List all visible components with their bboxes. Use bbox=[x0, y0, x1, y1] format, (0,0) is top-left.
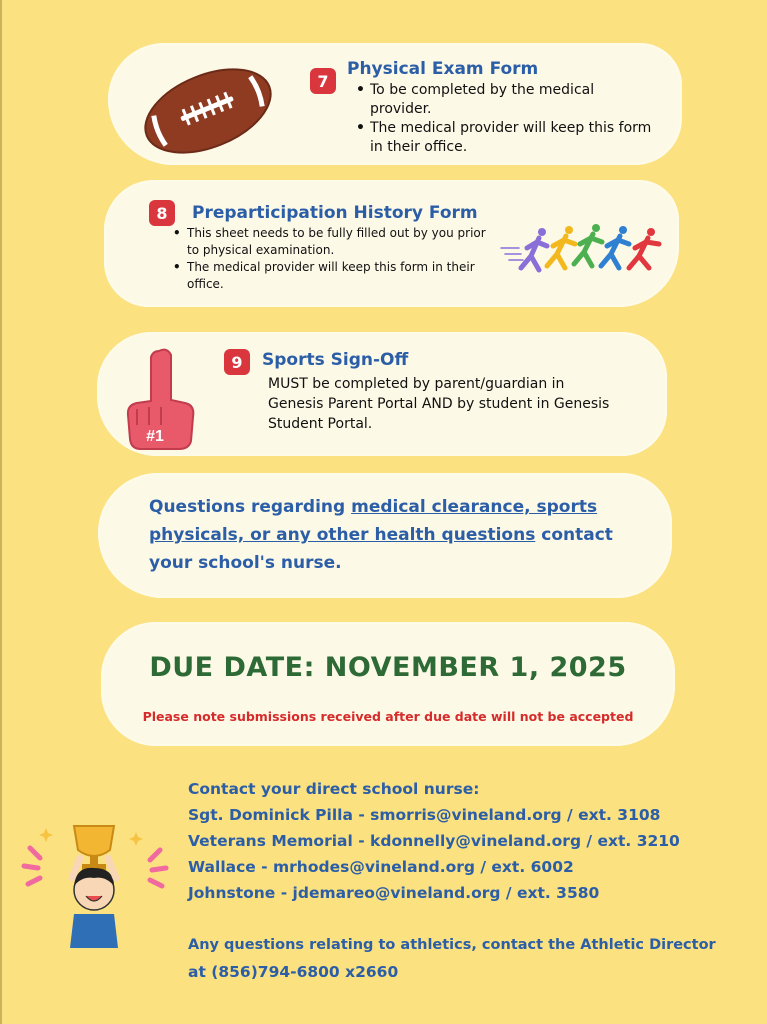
step-8-card bbox=[104, 180, 679, 307]
contact-line-4: Johnstone - jdemareo@vineland.org / ext. 3580 bbox=[188, 884, 600, 902]
runners-icon bbox=[499, 220, 674, 285]
athletics-line-2: at (856)794-6800 x2660 bbox=[188, 963, 399, 981]
due-date-title: DUE DATE: NOVEMBER 1, 2025 bbox=[149, 652, 627, 683]
step-9-body: MUST be completed by parent/guardian in Genesis Parent Portal AND by student in Genesis Student Portal. bbox=[268, 376, 610, 432]
contact-line-2: Veterans Memorial - kdonnelly@vineland.org / ext. 3210 bbox=[188, 832, 680, 850]
step-9-number: 9 bbox=[224, 349, 250, 375]
list-item: • This sheet needs to be fully filled out by you prior to physical examination. bbox=[173, 225, 498, 259]
list-item: • The medical provider will keep this form in their office. bbox=[173, 259, 498, 293]
health-questions-link[interactable]: medical clearance, sports physicals, or any other health questions bbox=[149, 497, 598, 545]
foam-finger-icon bbox=[125, 345, 200, 452]
list-item: • The medical provider will keep this form in their office. bbox=[356, 119, 656, 157]
contact-line-1: Sgt. Dominick Pilla - smorris@vineland.org / ext. 3108 bbox=[188, 806, 661, 824]
football-icon bbox=[138, 61, 278, 161]
left-edge-line bbox=[0, 0, 2, 1024]
foam-finger-label: #1 bbox=[146, 428, 164, 445]
step-8-title: Preparticipation History Form bbox=[192, 203, 478, 223]
questions-text bbox=[149, 493, 629, 577]
contact-line-3: Wallace - mrhodes@vineland.org / ext. 6002 bbox=[188, 858, 574, 876]
step-9-card bbox=[97, 332, 667, 456]
trophy-kid-icon bbox=[10, 818, 180, 953]
step-7-number: 7 bbox=[310, 68, 336, 94]
questions-card bbox=[98, 473, 672, 598]
step-8-number: 8 bbox=[149, 200, 175, 226]
contacts-heading: Contact your direct school nurse: bbox=[188, 780, 480, 798]
step-9-title: Sports Sign-Off bbox=[262, 350, 409, 370]
step-8-bullets bbox=[173, 225, 498, 293]
step-7-title: Physical Exam Form bbox=[347, 59, 539, 79]
step-7-card bbox=[108, 43, 682, 165]
due-date-note: Please note submissions received after due date will not be accepted bbox=[142, 709, 634, 724]
step-7-bullets bbox=[356, 81, 656, 157]
athletics-line-1: Any questions relating to athletics, contact the Athletic Director bbox=[188, 937, 716, 953]
questions-suffix: contact your school's nurse. bbox=[149, 525, 613, 573]
list-item: • To be completed by the medical provider. bbox=[356, 81, 656, 119]
due-date-card bbox=[101, 622, 675, 746]
questions-prefix: Questions regarding bbox=[149, 497, 352, 517]
